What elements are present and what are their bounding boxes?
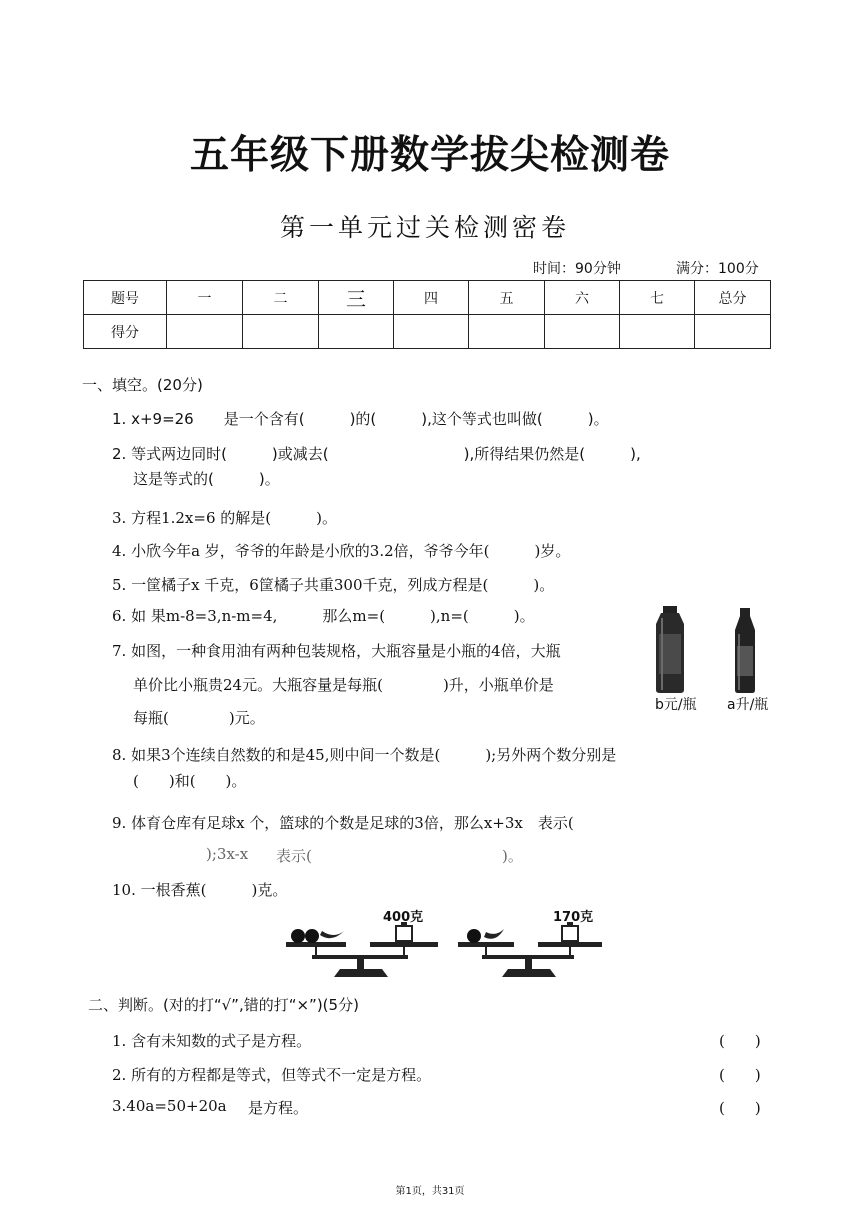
scale-2-weight-label: 170克 <box>553 910 594 925</box>
question-1-9-part2: );3x-x <box>206 845 249 863</box>
judgment-1-blank: ( ) <box>719 1032 761 1050</box>
score-table-header-row <box>84 281 771 315</box>
col-2: 二 <box>243 281 319 315</box>
judgment-2-blank: ( ) <box>719 1066 761 1084</box>
score-cell <box>620 315 695 349</box>
small-oil-bottle-image <box>728 606 762 694</box>
question-1-3: 3. 方程1.2x=6 的解是( )。 <box>112 509 337 527</box>
question-1-10: 10. 一根香蕉( )克。 <box>112 881 288 899</box>
col-6: 六 <box>545 281 620 315</box>
question-1-7-line3: 每瓶( )元。 <box>133 709 265 727</box>
score-cell <box>243 315 319 349</box>
col-7: 七 <box>620 281 695 315</box>
score-cell <box>695 315 771 349</box>
question-1-2-line1: 2. 等式两边同时( )或减去( ),所得结果仍然是( ), <box>112 445 641 463</box>
large-bottle-caption: b元/瓶 <box>655 697 697 713</box>
row-label-score: 得分 <box>84 315 167 349</box>
section2-heading: 二、判断。(对的打“√”,错的打“×”)(5分) <box>88 996 359 1014</box>
question-1-7-line1: 7. 如图，一种食用油有两种包装规格，大瓶容量是小瓶的4倍，大瓶 <box>112 642 561 660</box>
question-1-9-part3: 表示( <box>276 847 312 865</box>
score-cell <box>167 315 243 349</box>
judgment-2: 2. 所有的方程都是等式，但等式不一定是方程。 <box>112 1066 432 1084</box>
question-1-9-part4: )。 <box>502 847 523 865</box>
question-1-4: 4. 小欣今年a 岁，爷爷的年龄是小欣的3.2倍，爷爷今年( )岁。 <box>112 542 571 560</box>
judgment-3-expression: 3.40a=50+20a <box>112 1097 227 1115</box>
page-subtitle: 第一单元过关检测密卷 <box>279 213 570 242</box>
question-1-8-line1: 8. 如果3个连续自然数的和是45,则中间一个数是( );另外两个数分别是 <box>112 746 617 764</box>
score-cell <box>319 315 394 349</box>
score-cell <box>545 315 620 349</box>
page-title: 五年级下册数学拔尖检测卷 <box>189 133 670 178</box>
score-cell <box>394 315 469 349</box>
small-bottle-caption: a升/瓶 <box>727 697 769 713</box>
col-5: 五 <box>469 281 545 315</box>
col-4: 四 <box>394 281 469 315</box>
judgment-3-blank: ( ) <box>719 1099 761 1117</box>
question-1-2-line2: 这是等式的( )。 <box>133 470 280 488</box>
question-1-6: 6. 如 果m-8=3,n-m=4, 那么m=( ),n=( )。 <box>112 607 535 625</box>
judgment-1: 1. 含有未知数的式子是方程。 <box>112 1032 312 1050</box>
score-cell <box>469 315 545 349</box>
question-1-8-line2: ( )和( )。 <box>133 772 247 790</box>
exam-time: 时间：90分钟 <box>533 261 621 277</box>
section1-heading: 一、填空。(20分) <box>82 376 203 394</box>
scale-1-weight-label: 400克 <box>383 910 424 925</box>
page-footer: 第1页，共31页 <box>395 1186 465 1197</box>
question-1-9-line1: 9. 体育仓库有足球x 个，篮球的个数是足球的3倍，那么x+3x 表示( <box>112 814 574 832</box>
col-total: 总分 <box>695 281 771 315</box>
judgment-3-text: 是方程。 <box>248 1099 309 1117</box>
large-oil-bottle-image <box>650 604 690 694</box>
question-1-5: 5. 一筐橘子x 千克，6筐橘子共重300千克，列成方程是( )。 <box>112 576 555 594</box>
score-table <box>83 280 771 349</box>
col-3: 三 <box>319 281 394 315</box>
question-1-1: 1. x+9=26 是一个含有( )的( ),这个等式也叫做( )。 <box>112 410 609 428</box>
score-table-score-row <box>84 315 771 349</box>
full-score: 满分：100分 <box>676 261 759 277</box>
question-1-7-line2: 单价比小瓶贵24元。大瓶容量是每瓶( )升，小瓶单价是 <box>133 676 554 694</box>
col-1: 一 <box>167 281 243 315</box>
row-label-number: 题号 <box>84 281 167 315</box>
